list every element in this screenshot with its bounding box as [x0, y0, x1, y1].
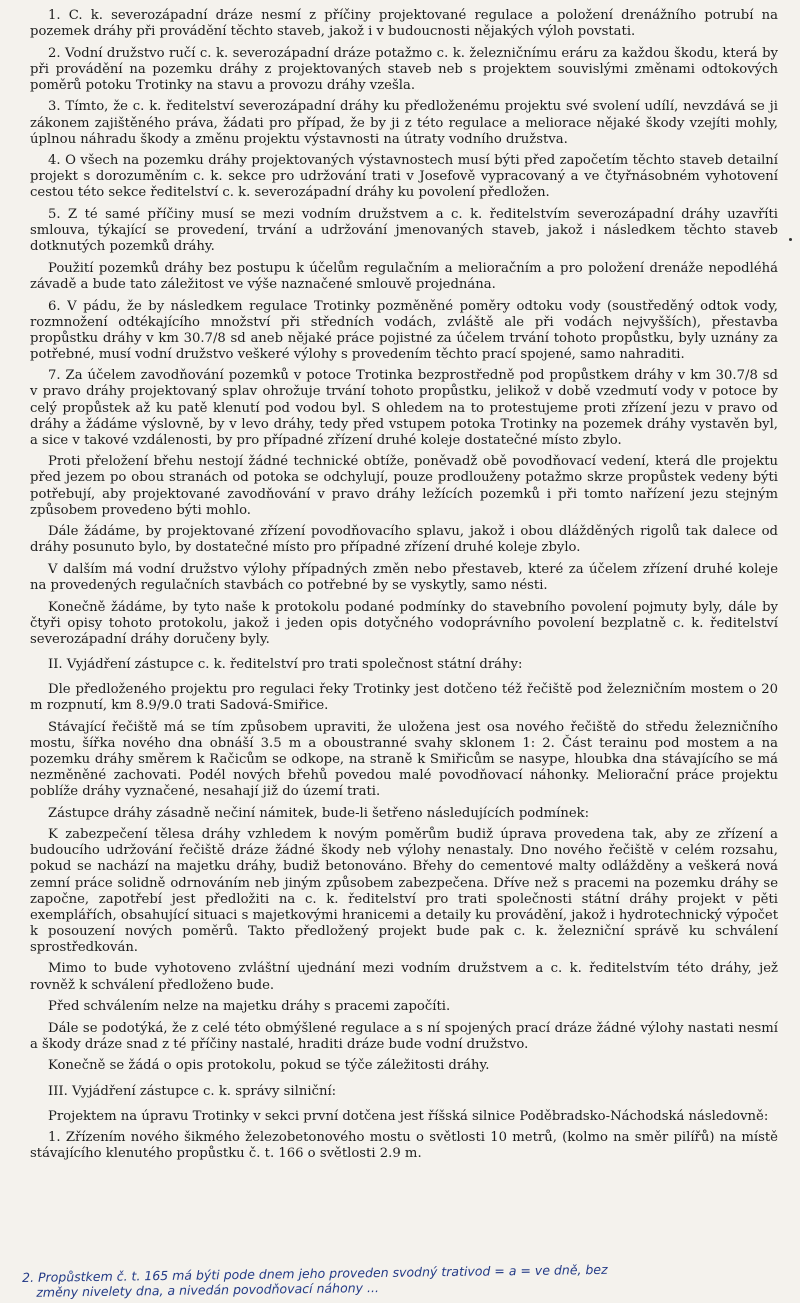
section-3-heading: III. Vyjádření zástupce c. k. správy silniční:	[48, 1083, 337, 1099]
paragraph-condition-4: 4. O všech na pozemku dráhy projektovaných výstavnostech musí býti před započetím těchto staveb detailní projekt s dorozuměním c. k. sekce pro udržování trati v Josefově vypracovaný a ve čtyřnásobném vyhotovení cestou této sekce ředitelství c. k. severozápadní dráhy ku povolení předložen.	[30, 153, 778, 201]
paragraph-condition-7: 7. Za účelem zavodňování pozemků v potoce Trotinka bezprostředně pod propůstkem dráhy v km 30.7/8 sd v pravo dráhy projektovaný splav ohrožuje trvání tohoto propůstku, jelikož v době vzedmutí vody v potoce by celý propůstek až ku patě klenutí pod vodou byl. S ohledem na to protestujeme proti zřízení jezu v pravo od dráhy a žádáme výslovně, by v levo dráhy, tedy před vstupem potoka Trotinky na pozemek dráhy vystavěn byl, a sice v takové vzdálenosti, by pro případné zřízení druhé koleje dostatečné místo zbylo.	[30, 368, 778, 448]
section-3-paragraph: Projektem na úpravu Trotinky v sekci první dotčena jest říšská silnice Poděbradsko-Náchodská následovně:	[48, 1108, 769, 1124]
section-2-paragraph: Dle předloženého projektu pro regulaci řeky Trotinky jest dotčeno též řečiště pod železničním mostem o 20 m rozpnutí, km 8.9/9.0 trati Sadová-Smiřice.	[30, 681, 778, 714]
paragraph-bank-relocation: Proti přeložení břehu nestojí žádné technické obtíže, poněvadž obě povodňovací vedení, která dle projektu před jezem po obou stranách od potoka se odchylují, pouze prodlouženy potažmo skrze propůstek vedeny býti potřebují, aby projektované zavodňování v pravo dráhy ležících pozemků i při tomto nařízení jezu stejným způsobem provedeno býti mohlo.	[30, 454, 778, 518]
paragraph-land-use: Použití pozemků dráhy bez postupu k účelům regulačním a melioračním a pro položení drenáže nepodléhá závadě a bude tato záležitost ve výše naznačené smlouvě projednána.	[30, 260, 778, 292]
section-2-paragraph: Mimo to bude vyhotoveno zvláštní ujednání mezi vodním družstvem a c. k. ředitelstvím této dráhy, jež rovněž k schválení předloženo bude.	[30, 961, 778, 993]
handwritten-note	[22, 1259, 800, 1300]
section-2-paragraph: Stávající řečiště má se tím způsobem upraviti, že uložena jest osa nového řečiště do středu železničního mostu, šířka nového dna obnáší 3.5 m a oboustranné svahy sklonem 1: 2. Část terainu pod mostem a na pozemku dráhy směrem k Račicům se odkope, na straně k Smiřicům se nasype, hloubka dna stávajícího se má nezměněné zachovati. Podél nových břehů povedou malé povodňovací náhonky. Meliorační práce projektu poblíže dráhy vyznačené, nesahají již do území trati.	[30, 719, 778, 800]
paragraph-condition-5: 5. Z té samé příčiny musí se mezi vodním družstvem a c. k. ředitelstvím severozápadní dráhy uzavříti smlouva, týkající se provedení, trvání a udržování jmenovaných staveb, jakož i následkem těchto staveb dotknutých pozemků dráhy.	[30, 207, 778, 255]
paragraph-second-track: V dalším má vodní družstvo výlohy případných změn nebo přestaveb, které za účelem zřízení druhé koleje na provedených regulačních stavbách co potřebné by se vyskytly, samo nésti.	[30, 561, 778, 593]
document-body	[30, 8, 778, 1168]
section-2-paragraph: Před schválením nelze na majetku dráhy s pracemi započíti.	[48, 999, 451, 1015]
section-3-paragraph: 1. Zřízením nového šikmého železobetonového mostu o světlosti 10 metrů, (kolmo na směr pilířů) na místě stávajícího klenutého propůstku č. t. 166 o světlosti 2.9 m.	[30, 1130, 778, 1162]
paragraph-weir-shift: Dále žádáme, by projektované zřízení povodňovacího splavu, jakož i obou dlážděných rigolů tak dalece od dráhy posunuto bylo, by dostatečné místo pro případné zřízení druhé koleje zbylo.	[30, 524, 778, 556]
paragraph-condition-1: 1. C. k. severozápadní dráze nesmí z příčiny projektované regulace a položení drenážního potrubí na pozemek dráhy při provádění těchto staveb, jakož i v budoucnosti nějakých výloh povstati.	[30, 8, 778, 40]
section-2-paragraph: Dále se podotýká, že z celé této obmýšlené regulace a s ní spojených prací dráze žádné výlohy nastati nesmí a škody dráze snad z té příčiny nastalé, hraditi dráze bude vodní družstvo.	[30, 1020, 778, 1052]
handwritten-note-line: změny nivelety dna, a nivedán povodňovací náhony ...	[36, 1280, 379, 1300]
paragraph-condition-2: 2. Vodní družstvo ručí c. k. severozápadní dráze potažmo c. k. železničnímu eráru za každou škodu, která by při provádění na pozemku dráhy z projektovaných staveb neb s projektem souvislými změnami odtokových poměrů potoku Trotinky na stavu a provozu dráhy vzešla.	[30, 45, 778, 93]
section-2-paragraph: Konečně se žádá o opis protokolu, pokud se týče záležitosti dráhy.	[48, 1058, 490, 1074]
scan-speck	[789, 238, 792, 241]
section-2-heading: II. Vyjádření zástupce c. k. ředitelství pro trati společnost státní dráhy:	[48, 656, 523, 672]
section-2-paragraph: Zástupce dráhy zásadně nečiní námitek, bude-li šetřeno následujících podmínek:	[48, 805, 590, 821]
paragraph-condition-6: 6. V pádu, že by následkem regulace Trotinky pozměněné poměry odtoku vody (soustředěný odtok vody, rozmnožení odtékajícího množství při středních vodách, zvláště ale při vodách nejvyšších), přestavba propůstku dráhy v km 30.7/8 sd aneb nějaké práce pojistné za účelem trvání tohoto propůstku, byly uznány za potřebné, musí vodní družstvo veškeré výlohy s provedením těchto prací spojené, samo nahraditi.	[30, 298, 778, 362]
paragraph-final-request: Konečně žádáme, by tyto naše k protokolu podané podmínky do stavebního povolení pojmuty byly, dále by čtyři opisy tohoto protokolu, jakož i jeden opis dotyčného vodoprávního povolení bezplatně c. k. ředitelství severozápadní dráhy doručeny byly.	[30, 599, 778, 647]
section-2-paragraph: K zabezpečení tělesa dráhy vzhledem k novým poměrům budiž úprava provedena tak, aby ze zřízení a budoucího udržování řečiště dráze žádné škody neb výlohy nenastaly. Dno nového řečiště v celém rozsahu, pokud se nachází na majetku dráhy, budiž betonováno. Břehy do cementové malty odlážděny a veškerá nová zemní práce solidně odrnováním neb jiným způsobem zabezpečena. Dříve než s pracemi na pozemku dráhy se započne, zapotřebí jest předložiti na c. k. ředitelství pro trati společnosti státní dráhy projekt v pěti exemplářích, obsahující situaci s majetkovými hranicemi a detaily ku provádění, jakož i hydrotechnický výpočet k posouzení nových poměrů. Takto předložený projekt bude pak c. k. železniční správě ku schválení sprostředkován.	[30, 827, 778, 955]
handwritten-note-line: 2. Propůstkem č. t. 165 má býti pode dnem jeho proveden svodný trativod = a = ve dně, bez	[22, 1261, 608, 1285]
paragraph-condition-3: 3. Tímto, že c. k. ředitelství severozápadní dráhy ku předloženému projektu své svolení udílí, nevzdává se ji zákonem zajištěného práva, žádati pro případ, že by ji z této regulace a meliorace nějaké škody vzejíti mohly, úplnou náhradu škody a změnu projektu výstavnosti na útraty vodního družstva.	[30, 99, 778, 147]
